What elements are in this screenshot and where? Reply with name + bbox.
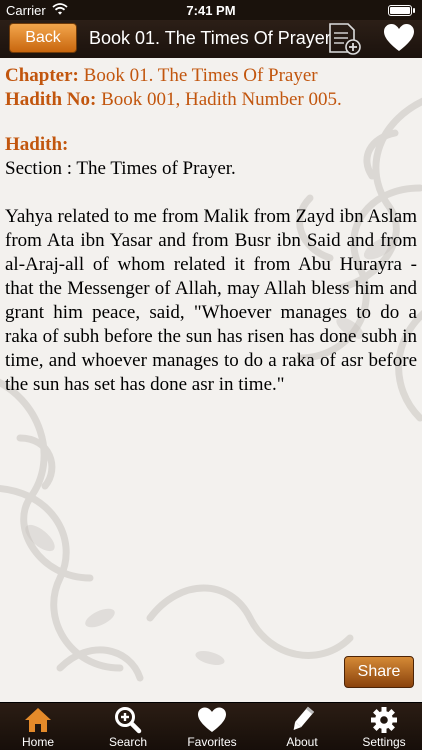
tab-bar [0,702,422,750]
hadith-number-value: Book 001, Hadith Number 005. [101,89,342,110]
tab-about[interactable] [262,703,342,750]
tab-search[interactable] [86,703,170,750]
hadith-number-line [5,88,417,112]
navigation-bar [0,20,422,58]
tab-home[interactable] [0,703,76,750]
tab-settings[interactable] [346,703,422,750]
hadith-content [0,58,422,702]
pencil-icon [287,706,317,734]
section-title: Section : The Times of Prayer. [5,158,236,179]
tab-about-label: About [286,735,318,749]
home-icon [23,706,53,734]
hadith-body: Yahya related to me from Malik from Zayd ibn Aslam from Ata ibn Yasar and from Busr ibn Said and from al-Araj-all of whom related it from Abu Hurayra - that the Messenger of Allah, may Allah bless him and grant him peace, said, "Whoever manages to do a raka of subh before the sun has risen has done subh in time, and whoever manages to do a raka of asr before the sun has set has done asr in time." [5,206,417,395]
tab-favorites[interactable] [172,703,252,750]
heart-icon [196,706,228,734]
chapter-line [5,64,417,88]
status-bar [0,0,422,20]
chapter-value: Book 01. The Times Of Prayer [83,65,318,86]
hadith-label: Hadith: [5,134,69,155]
tab-home-label: Home [21,735,54,749]
hadith-number-label: Hadith No: [5,89,97,110]
tab-search-label: Search [108,735,148,749]
search-icon [113,706,143,734]
favorite-heart-icon[interactable] [383,23,415,53]
share-button[interactable]: Share [344,656,414,688]
tab-favorites-label: Favorites [187,735,237,749]
back-button[interactable]: Back [9,23,77,53]
add-note-icon[interactable] [327,22,361,56]
battery-icon [388,5,412,16]
tab-settings-label: Settings [362,735,406,749]
chapter-label: Chapter: [5,65,79,86]
hadith-text-block [5,64,417,397]
carrier-label: Carrier [6,3,46,18]
gear-icon [369,706,399,734]
clock: 7:41 PM [186,3,236,18]
page-title: Book 01. The Times Of Prayer [89,28,331,48]
